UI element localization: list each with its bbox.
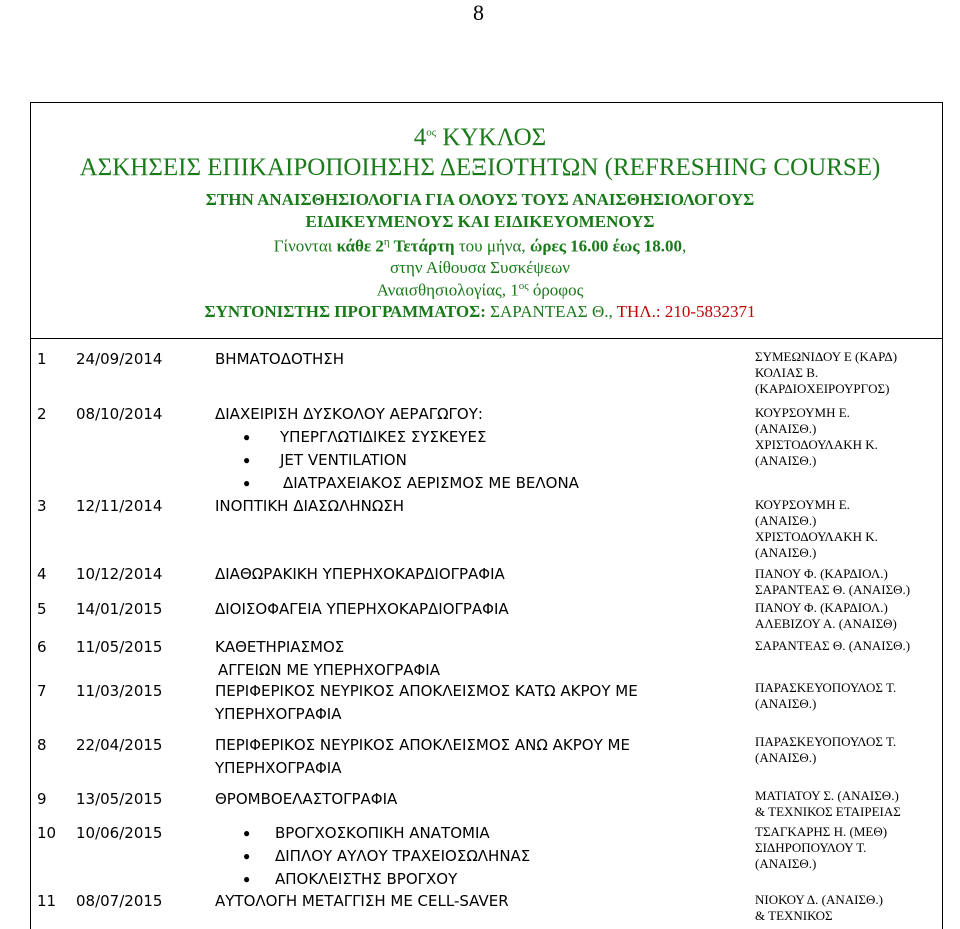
session-speaker: & ΤΕΧΝΙΚΟΣ ΕΤΑΙΡΕΙΑΣ <box>755 804 901 819</box>
session-date: 12/11/2014 <box>76 497 163 515</box>
session-speaker: ΠΑΡΑΣΚΕΥΟΠΟΥΛΟΣ Τ. <box>755 680 897 695</box>
bullet-icon: ● <box>243 453 251 467</box>
session-subtopic: ΑΠΟΚΛΕΙΣΤΗΣ ΒΡΟΓΧΟΥ <box>275 870 458 888</box>
session-number: 4 <box>37 565 47 583</box>
session-speaker: (ΑΝΑΙΣΘ.) <box>755 750 817 765</box>
session-date: 08/10/2014 <box>76 405 163 423</box>
session-topic: ΥΠΕΡΗΧΟΓΡΑΦΙΑ <box>215 759 342 777</box>
session-subtopic: ΔΙΑΤΡΑΧΕΙΑΚΟΣ ΑΕΡΙΣΜΟΣ ΜΕ ΒΕΛΟΝΑ <box>283 474 579 492</box>
session-speaker: (ΚΑΡΔΙΟΧΕΙΡΟΥΡΓΟΣ) <box>755 381 890 396</box>
session-speaker: (ΑΝΑΙΣΘ.) <box>755 453 817 468</box>
session-date: 11/03/2015 <box>76 682 163 700</box>
location-floor: Αναισθησιολογίας, $1^{o\varsigma}$ όροφος <box>376 280 584 300</box>
session-speaker: ΧΡΙΣΤΟΔΟΥΛΑΚΗ Κ. <box>755 529 878 544</box>
session-date: 24/09/2014 <box>76 350 163 368</box>
course-subtitle-2: ΕΙΔΙΚΕΥΜΕΝΟΥΣ ΚΑΙ ΕΙΔΙΚΕΥΟΜΕΝΟΥΣ <box>305 212 655 231</box>
course-subtitle: ΣΤΗΝ ΑΝΑΙΣΘΗΣΙΟΛΟΓΙΑ ΓΙΑ ΟΛΟΥΣ ΤΟΥΣ ΑΝΑΙΣΘΗΣΙΟΛΟΓΟΥΣ <box>205 190 755 209</box>
session-date: 08/07/2015 <box>76 892 163 910</box>
location-room: στην Αίθουσα Συσκέψεων <box>390 258 570 277</box>
bullet-icon: ● <box>243 430 251 444</box>
session-date: 13/05/2015 <box>76 790 163 808</box>
session-number: 11 <box>37 892 57 910</box>
session-speaker: (ΑΝΑΙΣΘ.) <box>755 856 817 871</box>
cycle-heading: $4^{o\varsigma}$ ΚΥΚΛΟΣ <box>413 124 547 151</box>
session-topic: ΑΓΓΕΙΩΝ ΜΕ ΥΠΕΡΗΧΟΓΡΑΦΙΑ <box>218 661 440 679</box>
session-date: 22/04/2015 <box>76 736 163 754</box>
session-topic: ΒΗΜΑΤΟΔΟΤΗΣΗ <box>215 350 345 368</box>
session-number: 3 <box>37 497 47 515</box>
session-number: 6 <box>37 638 47 656</box>
session-speaker: ΠΑΝΟΥ Φ. (ΚΑΡΔΙΟΛ.) <box>755 600 888 615</box>
schedule-when: Γίνονται κάθε $2^\eta$ Τετάρτη του μήνα, ώρες 16.00 έως 18.00, <box>273 236 687 256</box>
session-speaker: ΚΟΛΙΑΣ Β. <box>755 365 819 380</box>
session-subtopic: ΔΙΠΛΟΥ ΑΥΛΟΥ ΤΡΑΧΕΙΟΣΩΛΗΝΑΣ <box>275 847 531 865</box>
session-topic: ΔΙΑΘΩΡΑΚΙΚΗ ΥΠΕΡΗΧΟΚΑΡΔΙΟΓΡΑΦΙΑ <box>215 565 505 583</box>
session-speaker: ΚΟΥΡΣΟΥΜΗ Ε. <box>755 405 850 420</box>
bullet-icon: ● <box>243 872 251 886</box>
session-number: 2 <box>37 405 47 423</box>
session-speaker: (ΑΝΑΙΣΘ.) <box>755 696 817 711</box>
session-speaker: (ΑΝΑΙΣΘ.) <box>755 545 817 560</box>
session-topic: ΥΠΕΡΗΧΟΓΡΑΦΙΑ <box>215 705 342 723</box>
session-speaker: ΚΟΥΡΣΟΥΜΗ Ε. <box>755 497 850 512</box>
session-number: 1 <box>37 350 47 368</box>
session-speaker: ΤΣΑΓΚΑΡΗΣ Η. (ΜΕΘ) <box>755 824 888 839</box>
coordinator-line: ΣΥΝΤΟΝΙΣΤΗΣ ΠΡΟΓΡΑΜΜΑΤΟΣ: ΣΑΡΑΝΤΕΑΣ Θ., ΤΗΛ.: 210-5832371 <box>204 302 756 321</box>
session-speaker: ΑΛΕΒΙΖΟΥ Α. (ΑΝΑΙΣΘ) <box>755 616 897 631</box>
table-top-rule <box>30 338 942 339</box>
session-speaker: ΜΑΤΙΑΤΟΥ Σ. (ΑΝΑΙΣΘ.) <box>755 788 899 803</box>
session-topic: ΙΝΟΠΤΙΚΗ ΔΙΑΣΩΛΗΝΩΣΗ <box>215 497 405 515</box>
session-date: 10/12/2014 <box>76 565 163 583</box>
session-number: 10 <box>37 824 57 842</box>
session-topic: ΘΡΟΜΒΟΕΛΑΣΤΟΓΡΑΦΙΑ <box>215 790 398 808</box>
session-speaker: ΠΑΡΑΣΚΕΥΟΠΟΥΛΟΣ Τ. <box>755 734 897 749</box>
session-number: 9 <box>37 790 47 808</box>
session-topic: ΠΕΡΙΦΕΡΙΚΟΣ ΝΕΥΡΙΚΟΣ ΑΠΟΚΛΕΙΣΜΟΣ ΑΝΩ ΑΚΡΟΥ ΜΕ <box>215 736 630 754</box>
session-speaker: ΣΑΡΑΝΤΕΑΣ Θ. (ΑΝΑΙΣΘ.) <box>755 638 911 653</box>
bullet-icon: ● <box>243 476 251 490</box>
session-subtopic: ΒΡΟΓΧΟΣΚΟΠΙΚΗ ΑΝΑΤΟΜΙΑ <box>275 824 490 842</box>
session-topic: ΔΙΑΧΕΙΡΙΣΗ ΔΥΣΚΟΛΟΥ ΑΕΡΑΓΩΓΟΥ: <box>215 405 483 423</box>
session-topic: ΑΥΤΟΛΟΓΗ ΜΕΤΑΓΓΙΣΗ ΜΕ CELL-SAVER <box>215 892 509 910</box>
session-speaker: ΣΙΔΗΡΟΠΟΥΛΟΥ Τ. <box>755 840 867 855</box>
session-speaker: & ΤΕΧΝΙΚΟΣ <box>755 908 833 923</box>
session-speaker: ΠΑΝΟΥ Φ. (ΚΑΡΔΙΟΛ.) <box>755 566 888 581</box>
session-date: 10/06/2015 <box>76 824 163 842</box>
session-date: 11/05/2015 <box>76 638 163 656</box>
page-number: 8 <box>473 0 484 25</box>
session-speaker: ΣΑΡΑΝΤΕΑΣ Θ. (ΑΝΑΙΣΘ.) <box>755 582 911 597</box>
session-speaker: (ΑΝΑΙΣΘ.) <box>755 513 817 528</box>
course-title: ΑΣΚΗΣΕΙΣ ΕΠΙΚΑΙΡΟΠΟΙΗΣΗΣ ΔΕΞΙΟΤΗΤΩΝ (REFRESHING COURSE) <box>79 154 881 181</box>
bullet-icon: ● <box>243 826 251 840</box>
bullet-icon: ● <box>243 849 251 863</box>
session-topic: ΔΙΟΙΣΟΦΑΓΕΙΑ ΥΠΕΡΗΧΟΚΑΡΔΙΟΓΡΑΦΙΑ <box>215 600 509 618</box>
session-date: 14/01/2015 <box>76 600 163 618</box>
session-speaker: ΝΙΟΚΟΥ Δ. (ΑΝΑΙΣΘ.) <box>755 892 883 907</box>
session-topic: ΠΕΡΙΦΕΡΙΚΟΣ ΝΕΥΡΙΚΟΣ ΑΠΟΚΛΕΙΣΜΟΣ ΚΑΤΩ ΑΚΡΟΥ ΜΕ <box>215 682 638 700</box>
session-speaker: (ΑΝΑΙΣΘ.) <box>755 421 817 436</box>
session-speaker: ΣΥΜΕΩΝΙΔΟΥ Ε (ΚΑΡΔ) <box>755 349 898 364</box>
session-topic: ΚΑΘΕΤΗΡΙΑΣΜΟΣ <box>215 638 345 656</box>
session-number: 5 <box>37 600 47 618</box>
session-number: 8 <box>37 736 47 754</box>
session-subtopic: JET VENTILATION <box>280 451 407 469</box>
session-number: 7 <box>37 682 47 700</box>
session-subtopic: ΥΠΕΡΓΛΩΤΙΔΙΚΕΣ ΣΥΣΚΕΥΕΣ <box>280 428 487 446</box>
session-speaker: ΧΡΙΣΤΟΔΟΥΛΑΚΗ Κ. <box>755 437 878 452</box>
